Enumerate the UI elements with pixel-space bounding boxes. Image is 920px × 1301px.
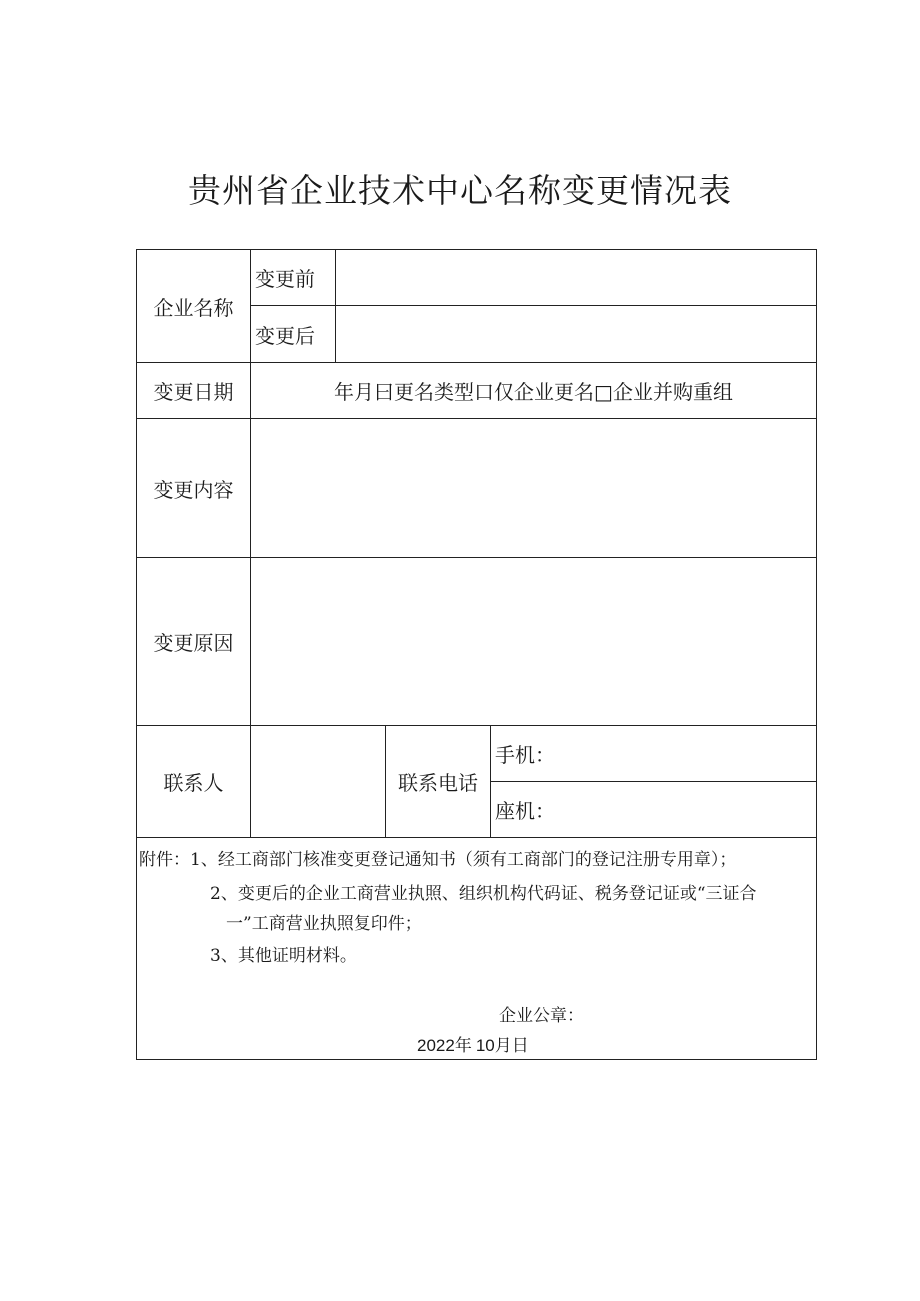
- attachment-line-1: 附件：1、经工商部门核准变更登记通知书（须有工商部门的登记注册专用章）；: [139, 850, 737, 870]
- after-label: 变更后: [250, 305, 336, 363]
- company-name-before-field[interactable]: [335, 249, 817, 306]
- attachment-line-4: 3、其他证明材料。: [210, 946, 357, 966]
- company-name-after-field[interactable]: [335, 305, 817, 363]
- attachment-line-3: 一”工商营业执照复印件；: [226, 914, 422, 934]
- change-date-row[interactable]: 年月曰更名类型口仅企业更名□企业并购重组: [250, 362, 817, 419]
- contact-phone-label: 联系电话: [385, 725, 491, 838]
- contact-person-field[interactable]: [250, 725, 386, 838]
- attachments-section: [136, 837, 817, 1060]
- mobile-field[interactable]: 手机：: [490, 725, 817, 782]
- change-content-label: 变更内容: [136, 418, 251, 558]
- date-month: 10: [475, 1036, 495, 1055]
- company-name-label: 企业名称: [136, 249, 251, 363]
- change-reason-label: 变更原因: [136, 557, 251, 726]
- attachment-line-2: 2、变更后的企业工商营业执照、组织机构代码证、税务登记证或“三证合: [210, 884, 757, 904]
- page-title: 贵州省企业技术中心名称变更情况表: [188, 171, 732, 210]
- change-date-label: 变更日期: [136, 362, 251, 419]
- contact-person-label: 联系人: [136, 725, 251, 838]
- company-seal-label: 企业公章：: [499, 1006, 584, 1026]
- change-content-field[interactable]: [250, 418, 817, 558]
- change-reason-field[interactable]: [250, 557, 817, 726]
- date-year: 2022: [417, 1036, 455, 1055]
- landline-field[interactable]: 座机：: [490, 781, 817, 838]
- date-year-unit: 年: [454, 1036, 472, 1056]
- before-label: 变更前: [250, 249, 336, 306]
- date-suffix: 月日: [494, 1036, 529, 1056]
- change-form: [136, 249, 817, 1060]
- signature-date: [417, 1034, 529, 1058]
